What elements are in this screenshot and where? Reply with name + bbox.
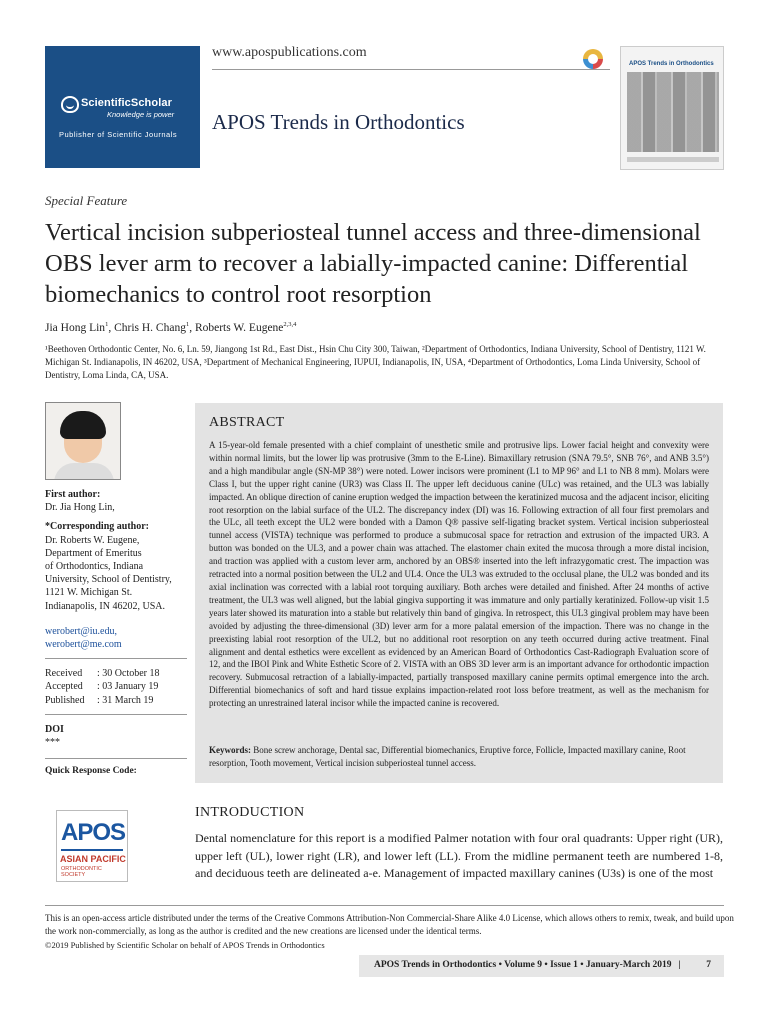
author-list: Jia Hong Lin$^1$, Chris H. Chang$^1$, Roberts W. Eugene$^{2,3,4}$ [45,321,297,334]
license-text: This is an open-access article distributed under the terms of the Creative Commons Attribution-Non Commercial-Share Alike 4.0 License, which allows others to remix, tweak, and build upon the work non-commercially, as long as the author is credited and the new creations are licensed under the identical terms. [45,913,734,936]
email-link[interactable]: werobert@me.com [45,639,122,651]
cover-photo-collage [627,72,719,152]
date-value: : 03 January 19 [97,681,159,693]
apos-logo-sub: ASIAN PACIFIC [60,854,126,864]
scientific-scholar-icon [61,96,79,113]
date-label: Accepted [45,681,83,693]
first-author-label: First author: [45,489,101,500]
corresponding-line: 1121 W. Michigan St. [45,587,133,599]
keywords-label: Keywords: [209,745,251,755]
doi-value: *** [45,737,60,749]
cover-title: APOS Trends in Orthodontics [629,61,714,67]
keywords [209,744,709,770]
author-name: Chris H. Chang [114,321,186,334]
publisher-logo [45,46,200,168]
doi-label: DOI [45,723,64,735]
apos-logo [56,810,128,882]
author-name: Roberts W. Eugene [194,321,284,334]
publisher-tagline: Knowledge is power [107,110,175,119]
apos-logo-text: APOS [61,819,126,846]
publisher-sub: Publisher of Scientific Journals [59,130,178,139]
email-link[interactable]: werobert@iu.edu, [45,625,117,637]
abstract-text: A 15-year-old female presented with a chief complaint of unesthetic smile and protrusive lips. Lower facial height and convexity were within normal limits, but the lower lip was protrusive (3mm to the E-Line). Bimaxillary retrusion (SNA 79.5°, SNB 76°, and ANB 3.5°) and a high mandibular angle (SN-MP 38°) were noted. Lower incisors were prominent (L1 to MP 96° and L1 to NB 8 mm). Molars were Class I, but the upper right canine (UR3) was Class II. The upper left deciduous canine (ULc) was retained, and the UL3 was labially impacted. An oblique direction of canine eruption wedged the impaction between the keratinized mucosa and the adjacent incisor, eliciting root resorption on the labial surface of the UL2. The discrepancy index (DI) was 16. Following extraction of all four first premolars and the ULc, all teeth except the UL2 were bonded with a Damon Q® passive self-ligating bracket system. Vertical incision subperiosteal tunnel access (VISTA) technique was performed to produce a submucosal space for retraction and extrusion of the impacted UR3. A button was bonded on the UL3, and a power chain was attached. The elastomer chain exited the mucosa through a more distal incision, and traction was applied with a custom lever arm, anchored by an OBS® inserted into the left infrazygomatic crest. The impaction was retracted into a normal position between the UL2 and UL4. Once the UL3 was extruded to the occlusal plane, the UL2 was bonded and its axial inclination was corrected with a labial root torquing auxiliary. Both arches were detailed and finished. After 24 months of active treatment, the UL3 was well aligned, but the labial gingiva supporting it was immature and only partially keratinized. Follow-up visit 1.5 years later showed its maturation into a stable but relatively thin band of gingiva. In retrospect, this UL3 gingival problem may have been avoided by adjusting the three-dimensional (3D) lever arm for a more palatal emersion of the impaction. There was no change in the preexisting labial root resorption of the UL2, but no additional root resorption on any teeth occurred during active treatment. Final alignment and dental esthetics were excellent as evidenced by an American Board of Orthodontics Cast-Radiograph Evaluation score of 12, and the IBOI Pink and White Esthetic Score of 2. VISTA with an OBS 3D lever arm is an important advance for orthodontic impaction recovery. Submucosal retraction of a labially-impacted, partially transposed maxillary canine permits optimal emergence into the arch. Differential biomechanics of soft and hard tissue explains impaction-related root loss before treatment, as well as the mechanism for protecting an unrestrained lateral incisor while the impacted canine is recovered. [209,440,709,709]
date-label: Published [45,694,85,706]
journal-url[interactable]: www.apospublications.com [212,45,367,60]
affiliations: ¹Beethoven Orthodontic Center, No. 6, Ln. 59, Jiangong 1st Rd., East Dist., Hsin Chu City 300, Taiwan, ²Department of Orthodontics, Indiana University, School of Dentistry, 1121 W. Michigan St. Indianapolis, IN 46202, USA, ³Department of Mechanical Engineering, IUPUI, Indianapolis, IN, USA, ⁴Department of Orthodontics, Loma Linda University, School of Dentistry, Loma Linda, CA, USA. [45,344,706,380]
author-photo [45,402,121,480]
journal-title: APOS Trends in Orthodontics [212,110,465,134]
corresponding-line: Indianapolis, IN 46202, USA. [45,600,165,612]
corresponding-line: of Orthodontics, Indiana [45,561,144,573]
citation-bar [359,955,724,977]
date-value: : 31 March 19 [97,694,154,706]
article-type: Special Feature [45,193,128,208]
corresponding-line: Dr. Roberts W. Eugene, [45,534,140,546]
divider [45,658,187,659]
date-value: : 30 October 18 [97,668,160,680]
author-info [45,488,187,749]
crossmark-icon[interactable] [583,49,603,69]
article-title: Vertical incision subperiosteal tunnel access and three-dimensional OBS lever arm to recover a labially-impacted canine: Differential biomechanics to control root resorption [45,219,701,308]
first-author-name: Dr. Jia Hong Lin, [45,502,115,514]
page-number: 7 [706,960,711,970]
divider [45,714,187,715]
intro-heading: INTRODUCTION [195,805,305,820]
keywords-text: Bone screw anchorage, Dental sac, Differential biomechanics, Eruptive force, Follicle, Impacted maxillary canine, Root resorption, Tooth movement, Vertical incision subperiosteal tunnel access. [209,745,686,768]
header-divider [212,69,610,70]
footer-divider [45,905,724,906]
corresponding-line: University, School of Dentistry, [45,574,172,586]
author-name: Jia Hong Lin [45,321,106,334]
divider [45,758,187,759]
article-dates [45,667,187,707]
corresponding-line: Department of Emeritus [45,547,142,559]
abstract-heading: ABSTRACT [209,415,285,430]
qr-label: Quick Response Code: [45,766,137,776]
publisher-name: ScientificScholar [81,97,172,109]
journal-cover [620,46,724,170]
cover-footer [627,157,719,162]
citation: APOS Trends in Orthodontics • Volume 9 • Issue 1 • January-March 2019 | [374,960,681,970]
corresponding-author-label: *Corresponding author: [45,521,149,533]
intro-text: Dental nomenclature for this report is a modified Palmer notation with four oral quadrants: Upper right (UR), upper left (UL), lower right (LR), and lower left (LL). From the midline permanent teeth are numbered 1-8, and deciduous teeth are delineated a-e. Management of impacted maxillary canines (U3s) is one of the most [195,831,723,880]
copyright: ©2019 Published by Scientific Scholar on behalf of APOS Trends in Orthodontics [45,940,325,950]
apos-logo-small: ORTHODONTIC SOCIETY [61,866,102,878]
date-label: Received [45,668,83,680]
abstract-box [195,403,723,783]
